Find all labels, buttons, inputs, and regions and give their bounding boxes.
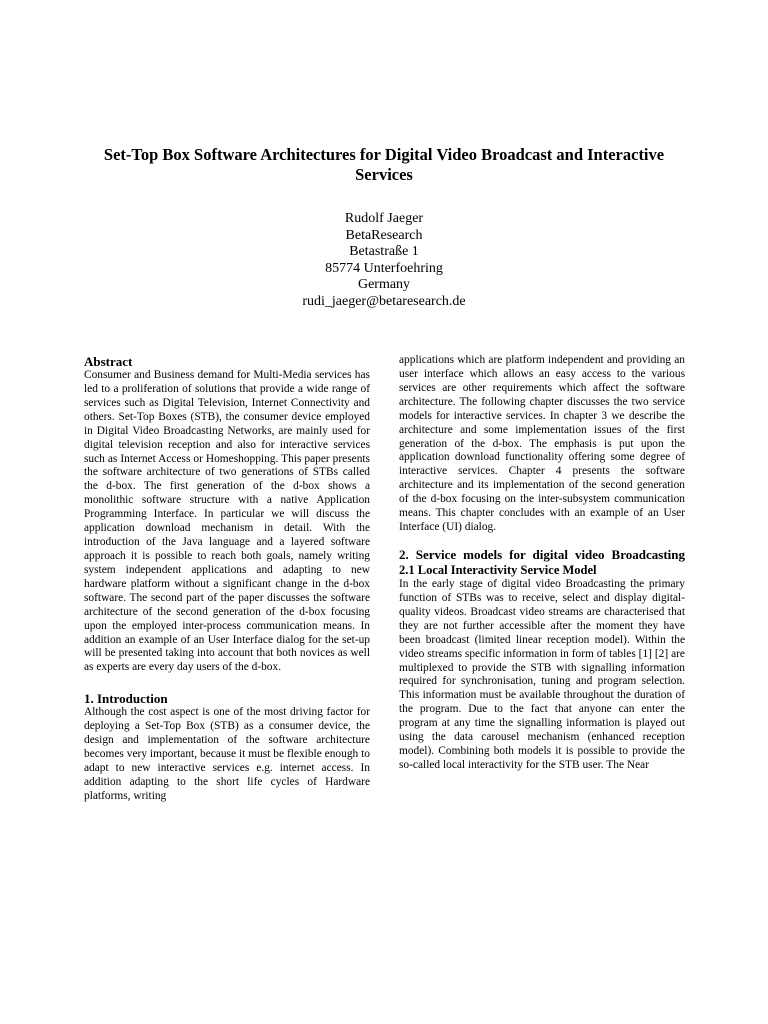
section2-subheading: 2.1 Local Interactivity Service Model <box>399 562 597 577</box>
author-country: Germany <box>357 277 411 293</box>
introduction-text-right: applications which are platform independent and providing an user interface which allows an easy access to the various services are other requirements which affect the software architecture. The following chapter discusses the two service models for interactive services. In chapter 3 we describe the architecture and some implementation issues of the first generation of the d-box. The emphasis is put upon the application download functionality offering some degree of interactive services. Chapter 4 presents the software architecture and its implementation of the second generation of the d-box focusing on the inter-subsystem communication means. This chapter concludes with an example of an User Interface (UI) dialog. <box>399 354 685 534</box>
right-column <box>399 354 685 773</box>
left-column <box>84 354 370 804</box>
author-street: Betastraße 1 <box>349 244 419 260</box>
author-organization: BetaResearch <box>345 227 423 243</box>
section2-text: In the early stage of digital video Broadcasting the primary function of STBs was to receive, select and display digital-quality videos. Broadcast video streams are characterised that they are not further accessible after the moment they have been broadcast (limited linear reception model). Within the video streams specific information in form of tables [1] [2] are multiplexed to provide the STB with signalling information required for synchronisation, tuning and program selection. This information must be available throughout the duration of the program. Due to the fact that anyone can enter the program at any time the signalling information is played out using the data carousel mechanism (enhanced reception model). Combining both models it is possible to provide the so-called local interactivity for the STB user. The Near <box>399 577 685 771</box>
abstract-text: Consumer and Business demand for Multi-Media services has led to a proliferation of solutions that provide a wide range of services such as Digital Television, Internet Connectivity and others. Set-Top Boxes (STB), the consumer device employed in Digital Video Broadcasting Networks, are mainly used for digital television reception and also for interactive services such as Internet Access or Homeshopping. This paper presents the software architecture of two generations of STBs called the d-box. The first generation of the d-box shows a monolithic software structure with a native Application Programming Interface. In particular we will discuss the application download mechanism in detail. With the introduction of the Java language and a layered software approach it is possible to reach both goals, namely writing system independent applications and adapting to new hardware platform without a significant change in the d-box software. The second part of the paper discusses the software architecture of the second generation of the d-box focusing upon the employed inter-process communication means. In addition an example of an User Interface dialog for the set-up will be presented taking into account that both novices as well as experts are every day users of the d-box. <box>84 369 370 674</box>
paper-title: Set-Top Box Software Architectures for Digital Video Broadcast and Interactive Services <box>103 145 665 184</box>
introduction-text-left: Although the cost aspect is one of the most driving factor for deploying a Set-Top Box (STB) as a consumer device, the design and implementation of the software architecture becomes very important, because it must be flexible enough to adapt to new interactive services e.g. internet access. In addition adapting to the short life cycles of Hardware platforms, writing <box>84 706 370 802</box>
author-email: rudi_jaeger@betaresearch.de <box>302 293 466 309</box>
section2-heading: 2. Service models for digital video Broadcasting <box>399 546 685 562</box>
author-city: 85774 Unterfoehring <box>325 260 443 276</box>
abstract-heading: Abstract <box>84 354 133 369</box>
author-name: Rudolf Jaeger <box>344 211 424 226</box>
author-block <box>140 211 628 311</box>
introduction-heading: 1. Introduction <box>84 691 168 707</box>
